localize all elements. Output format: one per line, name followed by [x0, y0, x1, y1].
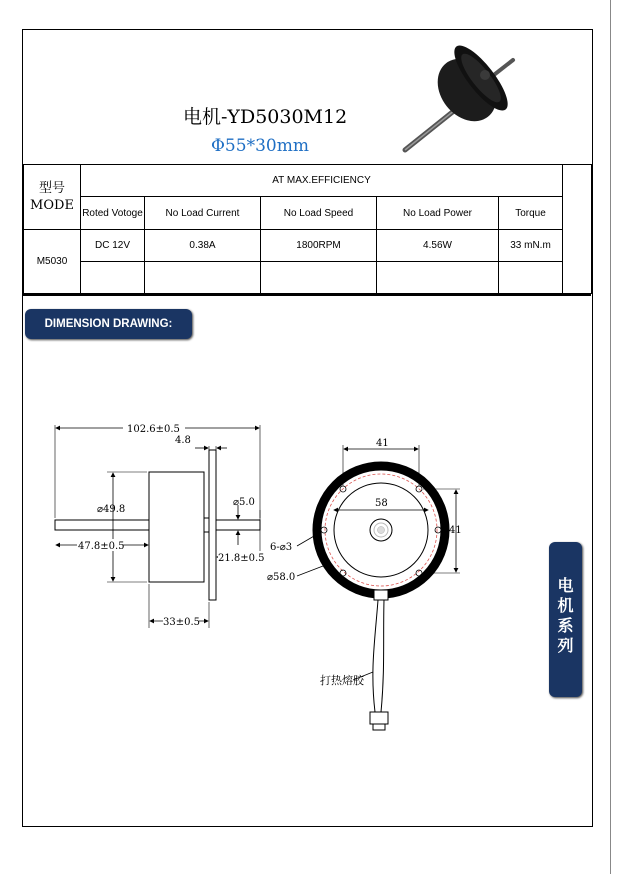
efficiency-heading: AT MAX.EFFICIENCY: [81, 165, 563, 197]
label-rear-shaft-length: 47.8±0.5: [78, 541, 125, 552]
rear-shaft: [55, 520, 149, 530]
section-divider: [23, 294, 591, 296]
dimension-drawing-label: DIMENSION DRAWING:: [25, 309, 192, 339]
cell-current: 0.38A: [145, 230, 261, 262]
series-tab-char: 系: [557, 616, 574, 635]
col-header-power: No Load Power: [377, 197, 499, 230]
col-header-current: No Load Current: [145, 197, 261, 230]
dimension-drawing: [23, 340, 591, 770]
spec-sheet: [22, 29, 593, 827]
label-holes: 6-⌀3: [270, 542, 293, 553]
blank-cell: [563, 165, 592, 197]
empty-cell: [81, 262, 145, 294]
model-label-cn: 型号: [38, 181, 65, 196]
cell-power: 4.56W: [377, 230, 499, 262]
empty-cell: [145, 262, 261, 294]
col-header-torque: Torque: [499, 197, 563, 230]
motor-photo: [395, 38, 525, 156]
label-shaft-diameter: ⌀5.0: [233, 497, 255, 508]
front-shaft: [216, 520, 260, 530]
side-view-dimensions: [56, 428, 259, 621]
blank-cell: [563, 197, 592, 230]
page-title: 电机-YD5030M12: [183, 106, 348, 128]
label-flange-diameter: ⌀58.0: [267, 572, 296, 583]
model-value: M5030: [24, 230, 81, 294]
flange: [209, 450, 216, 600]
label-inner-diameter: 58: [375, 498, 388, 509]
label-top-width: 41: [376, 438, 389, 449]
page-edge-line: [610, 0, 611, 874]
label-body-length: 33±0.5: [163, 617, 201, 628]
col-header-speed: No Load Speed: [261, 197, 377, 230]
label-side-height: 41: [449, 525, 462, 536]
motor-body: [149, 472, 204, 582]
empty-cell: [261, 262, 377, 294]
series-tab-char: 机: [557, 596, 574, 615]
spec-table: [23, 164, 592, 294]
side-view-labels: [77, 422, 265, 628]
cell-torque: 33 mN.m: [499, 230, 563, 262]
cell-voltage: DC 12V: [81, 230, 145, 262]
blank-cell: [563, 230, 592, 262]
col-header-voltage: Roted Votoge: [81, 197, 145, 230]
page-subtitle: Φ55*30mm: [211, 136, 309, 156]
empty-cell: [499, 262, 563, 294]
label-body-diameter: ⌀49.8: [97, 504, 126, 515]
empty-cell: [377, 262, 499, 294]
label-glue-note: 打热熔胶: [320, 674, 364, 687]
series-tab-char: 列: [557, 636, 574, 655]
series-tab-char: 电: [557, 576, 574, 595]
model-label-en: MODE: [30, 198, 74, 213]
model-label-cell: [24, 165, 81, 230]
header: [23, 30, 591, 164]
blank-cell: [563, 262, 592, 294]
label-front-shaft-length: 21.8±0.5: [218, 553, 265, 564]
series-tab: [549, 542, 582, 697]
connector: [370, 712, 388, 724]
label-overall-length: 102.6±0.5: [127, 424, 180, 435]
cell-speed: 1800RPM: [261, 230, 377, 262]
side-view: [55, 425, 260, 628]
label-flange-thickness: 4.8: [175, 435, 191, 446]
